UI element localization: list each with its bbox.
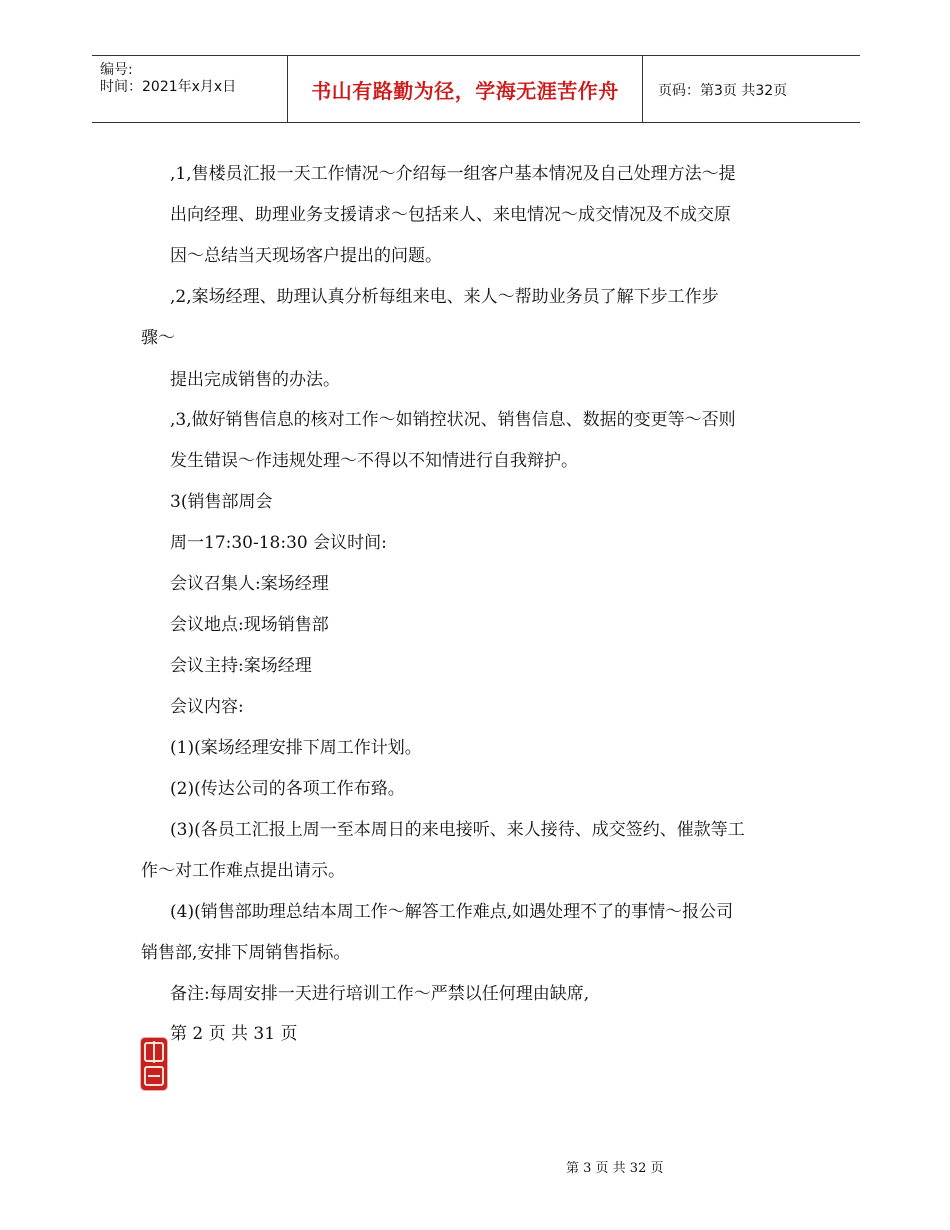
body-line: ,3,做好销售信息的核对工作～如销控状况、销售信息、数据的变更等～否则	[170, 410, 736, 430]
header-page-info: 页码：第3页 共32页	[658, 83, 788, 99]
body-line: (4)(销售部助理总结本周工作～解答工作难点,如遇处理不了的事情～报公司	[170, 902, 734, 922]
page-footer: 第 3 页 共 32 页	[566, 1161, 664, 1176]
body-line: 会议召集人:案场经理	[170, 574, 329, 594]
body-line: 销售部,安排下周销售指标。	[141, 943, 351, 963]
body-line: 会议主持:案场经理	[170, 656, 312, 676]
body-line: (2)(传达公司的各项工作布臵。	[170, 779, 405, 799]
body-line: 骤～	[141, 328, 175, 348]
header-meta	[100, 62, 286, 96]
body-line: 发生错误～作违规处理～不得以不知情进行自我辩护。	[170, 451, 578, 471]
body-line: (1)(案场经理安排下周工作计划。	[170, 738, 422, 758]
body-line: 作～对工作难点提出请示。	[141, 861, 345, 881]
header-motto: 书山有路勤为径，学海无涯苦作舟	[287, 56, 643, 122]
body-line: 提出完成销售的办法。	[170, 370, 340, 390]
page-header	[92, 55, 860, 123]
body-line: 会议内容:	[170, 697, 244, 717]
body-line: (3)(各员工汇报上周一至本周日的来电接听、来人接待、成交签约、催款等工	[170, 820, 745, 840]
body-line: 因～总结当天现场客户提出的问题。	[170, 246, 442, 266]
body-line: 备注:每周安排一天进行培训工作～严禁以任何理由缺席,	[170, 984, 590, 1004]
body-line: 出向经理、助理业务支援请求～包括来人、来电情况～成交情况及不成交原	[170, 205, 731, 225]
inner-page-number: 第 2 页 共 31 页	[170, 1024, 298, 1044]
header-number-label: 编号:	[100, 62, 133, 78]
section-heading: 3(销售部周会	[170, 492, 273, 512]
seal-stamp-icon	[141, 1038, 167, 1090]
header-time-label: 时间：2021年x月x日	[100, 79, 237, 95]
body-line: ,2,案场经理、助理认真分析每组来电、来人～帮助业务员了解下步工作步	[170, 287, 719, 307]
body-line: 会议地点:现场销售部	[170, 615, 329, 635]
body-line: 周一17:30-18:30 会议时间:	[170, 533, 387, 553]
body-line: ,1,售楼员汇报一天工作情况～介绍每一组客户基本情况及自己处理方法～提	[170, 164, 736, 184]
